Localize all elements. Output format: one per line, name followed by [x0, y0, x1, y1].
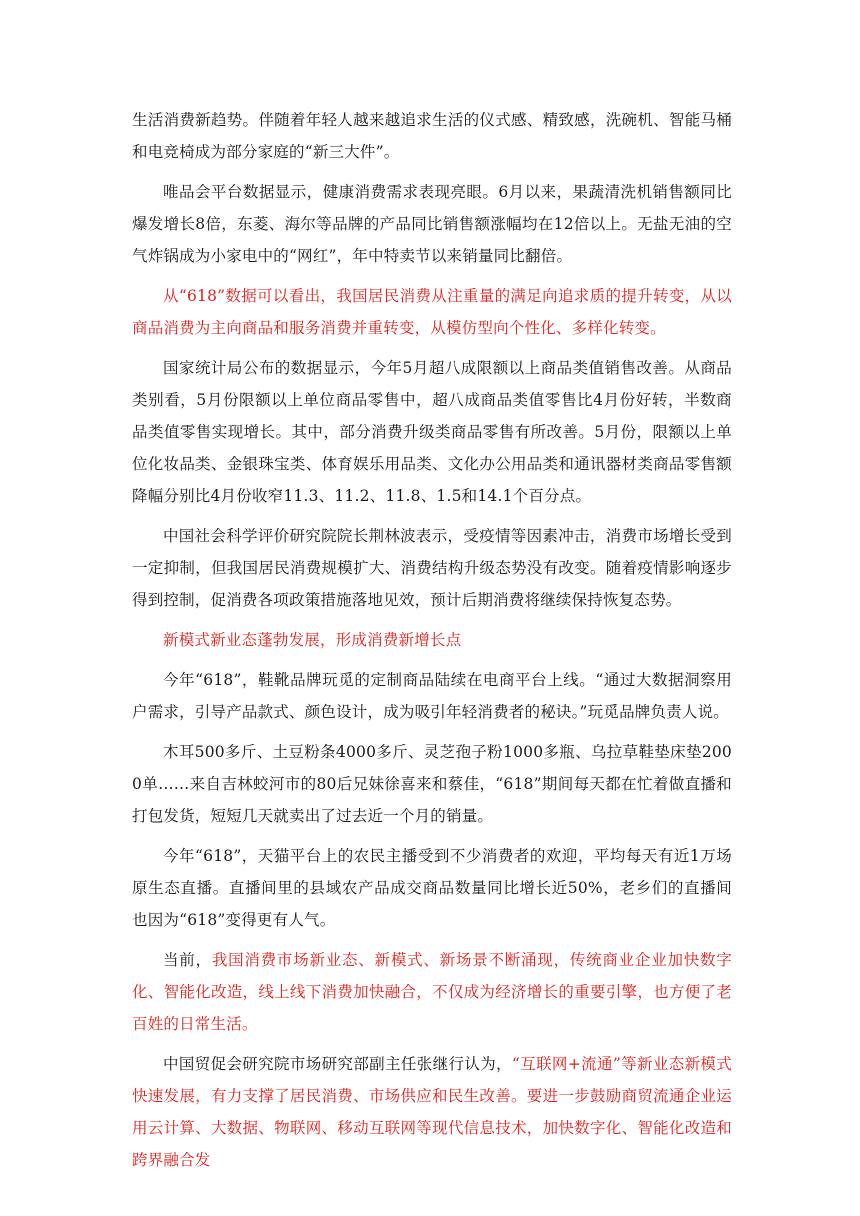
paragraph-lead: 当前， — [163, 951, 212, 969]
paragraph-text: 木耳500多斤、土豆粉条4000多斤、灵芝孢子粉1000多瓶、乌拉草鞋垫床垫2000单……来自吉林蛟河市的80后兄妹徐喜来和蔡佳，“618”期间每天都在忙着做直播和打包发货，短短几天就卖出了过去近一个月的销量。 — [132, 743, 732, 825]
paragraph-3-highlight — [132, 280, 732, 344]
paragraph-text: 生活消费新趋势。伴随着年轻人越来越追求生活的仪式感、精致感，洗碗机、智能马桶和电竞椅成为部分家庭的“新三大件”。 — [132, 111, 732, 161]
paragraph-9 — [132, 840, 732, 936]
paragraph-highlight: 我国消费市场新业态、新模式、新场景不断涌现，传统商业企业加快数字化、智能化改造，线上线下消费加快融合，不仅成为经济增长的重要引擎，也方便了老百姓的日常生活。 — [132, 951, 732, 1033]
section-heading — [132, 624, 732, 656]
paragraph-10 — [132, 944, 732, 1040]
paragraph-text: 从“618”数据可以看出，我国居民消费从注重量的满足向追求质的提升转变，从以商品消费为主向商品和服务消费并重转变，从模仿型向个性化、多样化转变。 — [132, 287, 732, 337]
paragraph-5 — [132, 520, 732, 616]
paragraph-7 — [132, 664, 732, 728]
paragraph-text: 中国社会科学评价研究院院长荆林波表示，受疫情等因素冲击，消费市场增长受到一定抑制，但我国居民消费规模扩大、消费结构升级态势没有改变。随着疫情影响逐步得到控制，促消费各项政策措施落地见效，预计后期消费将继续保持恢复态势。 — [132, 527, 732, 609]
paragraph-highlight: “互联网+流通”等新业态新模式快速发展，有力支撑了居民消费、市场供应和民生改善。要进一步鼓励商贸流通企业运用云计算、大数据、物联网、移动互联网等现代信息技术，加快数字化、智能化改造和跨界融合发 — [132, 1055, 732, 1169]
paragraph-lead: 中国贸促会研究院市场研究部副主任张继行认为， — [163, 1055, 512, 1073]
paragraph-1 — [132, 104, 732, 168]
paragraph-text: 今年“618”，天猫平台上的农民主播受到不少消费者的欢迎，平均每天有近1万场原生态直播。直播间里的县域农产品成交商品数量同比增长近50%，老乡们的直播间也因为“618”变得更有人气。 — [132, 847, 732, 929]
paragraph-text: 今年“618”，鞋靴品牌玩觅的定制商品陆续在电商平台上线。“通过大数据洞察用户需求，引导产品款式、颜色设计，成为吸引年轻消费者的秘诀。”玩觅品牌负责人说。 — [132, 671, 732, 721]
paragraph-2 — [132, 176, 732, 272]
paragraph-8 — [132, 736, 732, 832]
paragraph-text: 国家统计局公布的数据显示，今年5月超八成限额以上商品类值销售改善。从商品类别看，5月份限额以上单位商品零售中，超八成商品类值零售比4月份好转，半数商品类值零售实现增长。其中，部分消费升级类商品零售有所改善。5月份，限额以上单位化妆品类、金银珠宝类、体育娱乐用品类、文化办公用品类和通讯器材类商品零售额降幅分别比4月份收窄11.3、11.2、11.8、1.5和14.1个百分点。 — [132, 359, 732, 505]
paragraph-11 — [132, 1048, 732, 1176]
paragraph-text: 唯品会平台数据显示，健康消费需求表现亮眼。6月以来，果蔬清洗机销售额同比爆发增长8倍，东菱、海尔等品牌的产品同比销售额涨幅均在12倍以上。无盐无油的空气炸锅成为小家电中的“网红”，年中特卖节以来销量同比翻倍。 — [132, 183, 732, 265]
paragraph-4 — [132, 352, 732, 512]
heading-text: 新模式新业态蓬勃发展，形成消费新增长点 — [163, 631, 462, 649]
